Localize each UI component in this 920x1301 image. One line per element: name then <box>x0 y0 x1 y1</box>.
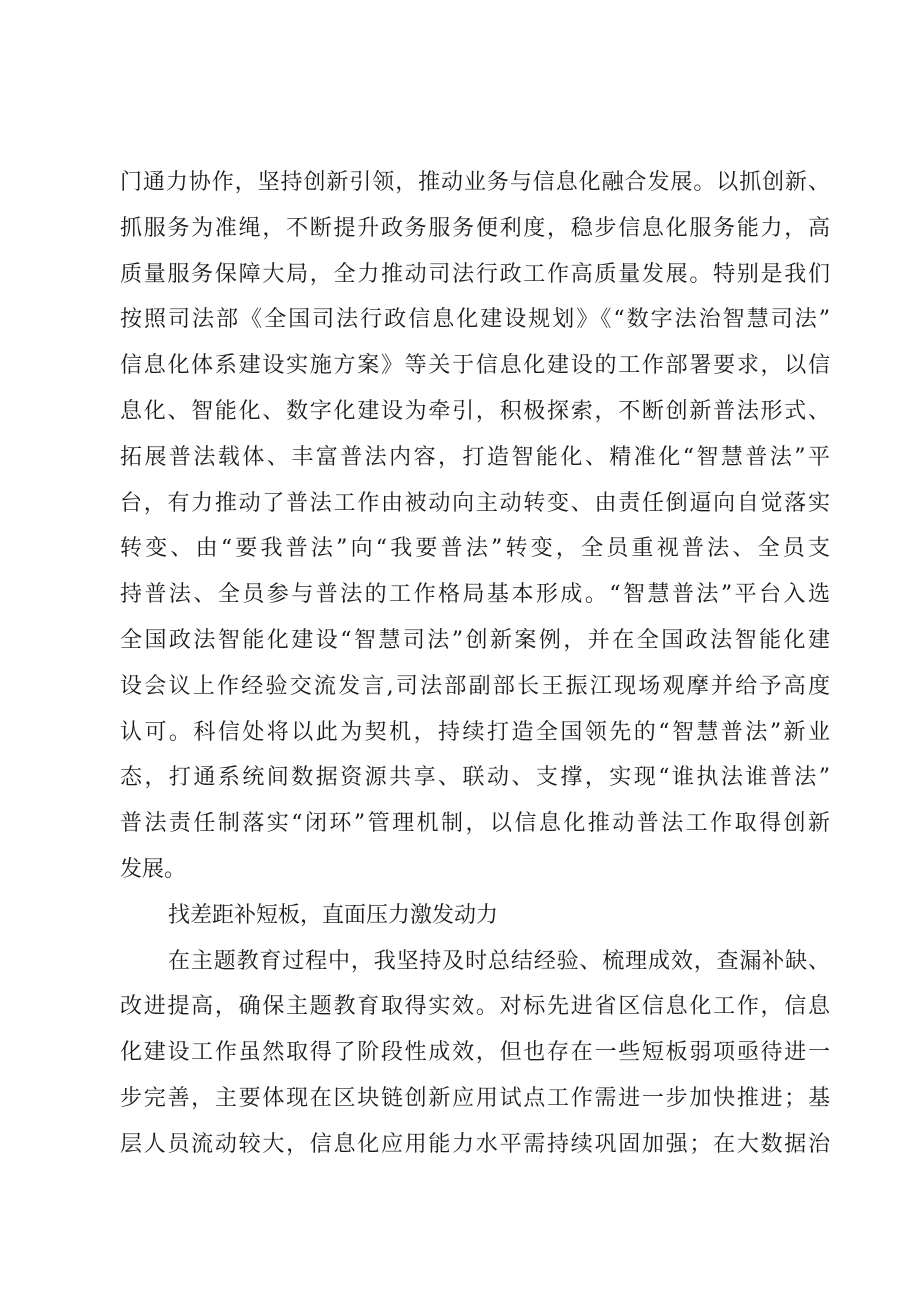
text-line: 息化、智能化、数字化建设为牵引，积极探索，不断创新普法形式、 <box>120 398 830 424</box>
text-line: 质量服务保障大局，全力推动司法行政工作高质量发展。特别是我们 <box>120 261 830 287</box>
text-line: 层人员流动较大，信息化应用能力水平需持续巩固加强；在大数据治 <box>120 1131 830 1157</box>
document-body <box>120 160 830 1168</box>
text-line: 普法责任制落实“闭环”管理机制，以信息化推动普法工作取得创新 <box>120 811 830 837</box>
section-heading: 找差距补短板，直面压力激发动力 <box>168 902 499 928</box>
text-line: 门通力协作，坚持创新引领，推动业务与信息化融合发展。以抓创新、 <box>120 170 830 195</box>
text-line: 在主题教育过程中，我坚持及时总结经验、梳理成效，查漏补缺、 <box>168 948 830 974</box>
text-line: 发展。 <box>120 856 187 882</box>
text-line: 态，打通系统间数据资源共享、联动、支撑，实现“谁执法谁普法” <box>120 765 830 791</box>
text-line: 化建设工作虽然取得了阶段性成效，但也存在一些短板弱项亟待进一 <box>120 1040 830 1066</box>
text-line: 持普法、全员参与普法的工作格局基本形成。“智慧普法”平台入选 <box>120 582 830 608</box>
text-line: 信息化体系建设实施方案》等关于信息化建设的工作部署要求，以信 <box>120 353 830 379</box>
text-line: 认可。科信处将以此为契机，持续打造全国领先的“智慧普法”新业 <box>120 719 830 745</box>
text-line: 设会议上作经验交流发言,司法部副部长王振江现场观摩并给予高度 <box>120 673 830 699</box>
text-line: 步完善，主要体现在区块链创新应用试点工作需进一步加快推进；基 <box>120 1085 830 1111</box>
text-line: 全国政法智能化建设“智慧司法”创新案例，并在全国政法智能化建 <box>120 627 830 653</box>
text-line: 抓服务为准绳，不断提升政务服务便利度，稳步信息化服务能力，高 <box>120 215 830 241</box>
text-line: 改进提高，确保主题教育取得实效。对标先进省区信息化工作，信息 <box>120 994 830 1020</box>
text-line: 拓展普法载体、丰富普法内容，打造智能化、精准化“智慧普法”平 <box>120 444 830 470</box>
text-line: 按照司法部《全国司法行政信息化建设规划》《“数字法治智慧司法” <box>120 307 830 333</box>
text-line: 台，有力推动了普法工作由被动向主动转变、由责任倒逼向自觉落实 <box>120 490 830 516</box>
text-line: 转变、由“要我普法”向“我要普法”转变，全员重视普法、全员支 <box>120 536 830 562</box>
